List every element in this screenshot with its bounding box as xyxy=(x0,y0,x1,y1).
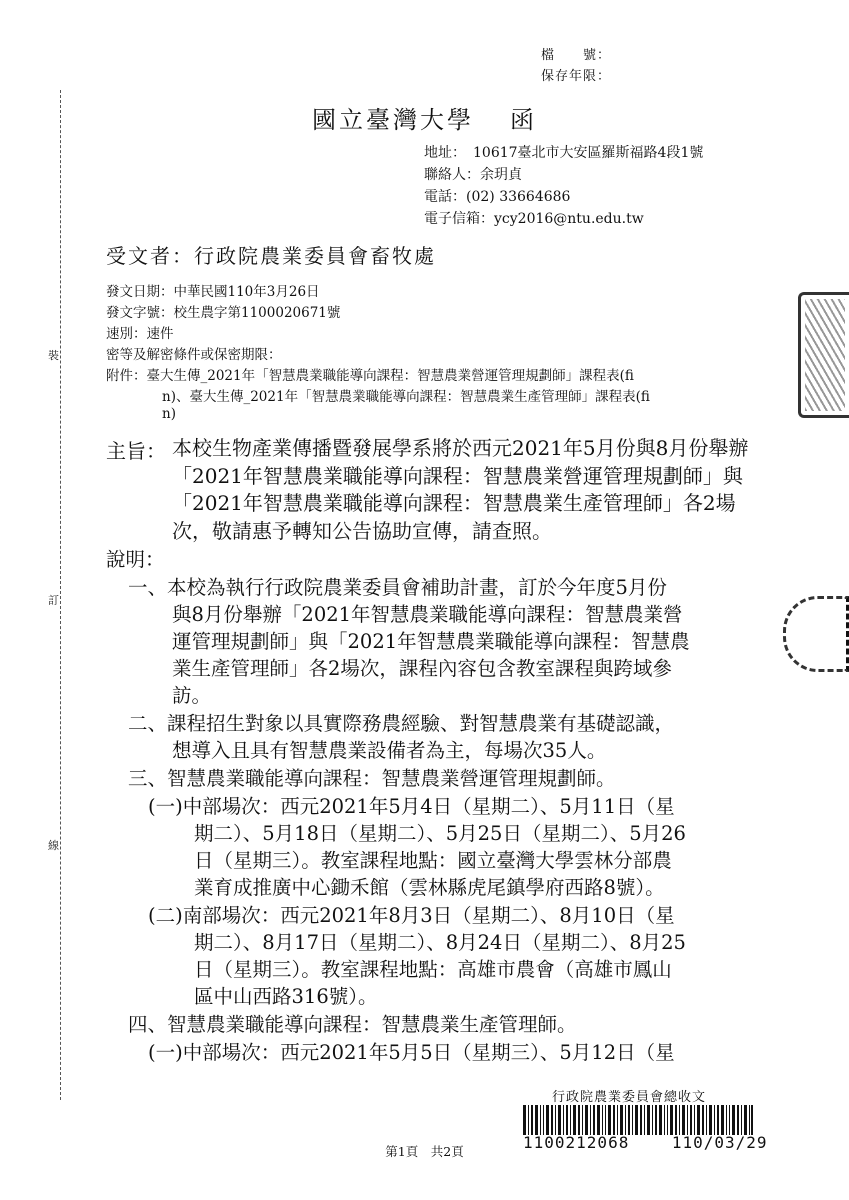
explanation-line: 四、智慧農業職能導向課程：智慧農業生產管理師。 xyxy=(128,1013,577,1036)
binding-mark-xian: 線 xyxy=(48,835,59,855)
issue-date: 發文日期：中華民國110年3月26日 xyxy=(106,284,320,300)
binding-mark-ding: 訂 xyxy=(48,590,59,610)
explanation-line: 業育成推廣中心鋤禾館（雲林縣虎尾鎮學府西路8號）。 xyxy=(194,876,665,899)
explanation-line: 訪。 xyxy=(172,684,212,707)
email: 電子信箱：ycy2016@ntu.edu.tw xyxy=(424,211,644,227)
explanation-line: 業生產管理師」各2場次，課程內容包含教室課程與跨域參 xyxy=(172,657,672,680)
attachment-line-1: 附件：臺大生傳_2021年「智慧農業職能導向課程：智慧農業營運管理規劃師」課程表(fi xyxy=(106,368,634,384)
explanation-line: 日（星期三）。教室課程地點：國立臺灣大學雲林分部農 xyxy=(194,849,672,872)
archive-number-label: 檔 號： xyxy=(540,48,611,63)
retention-period-label: 保存年限： xyxy=(540,69,611,84)
attachment-line-3: n) xyxy=(162,406,176,422)
binding-mark-zhuang: 裝 xyxy=(48,345,59,365)
explanation-line: 期二）、8月17日（星期二）、8月24日（星期二）、8月25 xyxy=(194,931,686,954)
receipt-number: 1100212068 xyxy=(523,1133,630,1152)
security-classification: 密等及解密條件或保密期限： xyxy=(106,347,282,363)
binding-line xyxy=(60,90,61,1100)
subject-label: 主旨： xyxy=(106,439,166,463)
recipient: 受文者：行政院農業委員會畜牧處 xyxy=(106,244,436,268)
explanation-line: 想導入且具有智慧農業設備者為主，每場次35人。 xyxy=(172,739,607,762)
explanation-line: (一)中部場次：西元2021年5月5日（星期三）、5月12日（星 xyxy=(148,1041,675,1064)
contact-block xyxy=(424,142,703,230)
document-number: 發文字號：校生農字第1100020671號 xyxy=(106,305,341,321)
subject-text: 本校生物產業傳播暨發展學系將於西元2021年5月份與8月份舉辦「2021年智慧農業職能導向課程：智慧農業營運管理規劃師」與「2021年智慧農業職能導向課程：智慧農業生產管理師」各2場次，敬請惠予轉知公告協助宣傳，請查照。 xyxy=(172,436,749,543)
receipt-stamp-title: 行政院農業委員會總收文 xyxy=(552,1090,707,1105)
explanation-line: 運管理規劃師」與「2021年智慧農業職能導向課程：智慧農 xyxy=(172,630,690,653)
contact-person: 聯絡人：余玥貞 xyxy=(424,167,522,183)
explanation-line: (一)中部場次：西元2021年5月4日（星期二）、5月11日（星 xyxy=(148,795,675,818)
explanation-line: 期二）、5月18日（星期二）、5月25日（星期二）、5月26 xyxy=(194,822,686,845)
circular-seal-stamp xyxy=(783,596,849,672)
speed-classification: 速別：速件 xyxy=(106,326,174,342)
receipt-barcode xyxy=(523,1105,753,1135)
explanation-line: (二)南部場次：西元2021年8月3日（星期二）、8月10日（星 xyxy=(148,904,675,927)
receipt-date: 110/03/29 xyxy=(671,1133,768,1152)
explanation-line: 區中山西路316號）。 xyxy=(194,985,378,1008)
document-title xyxy=(0,100,849,135)
attachment-line-2: n)、臺大生傳_2021年「智慧農業職能導向課程：智慧農業生產管理師」課程表(fi xyxy=(162,389,650,405)
address: 地址： 10617臺北市大安區羅斯福路4段1號 xyxy=(424,145,704,161)
explanation-line: 二、課程招生對象以具實際務農經驗、對智慧農業有基礎認識， xyxy=(128,712,675,735)
explanation-line: 日（星期三）。教室課程地點：高雄市農會（高雄市鳳山 xyxy=(194,958,672,981)
document-type: 函 xyxy=(510,106,537,134)
page-number: 第1頁 共2頁 xyxy=(385,1144,464,1159)
receipt-number-and-date xyxy=(523,1133,768,1152)
explanation-line: 與8月份舉辦「2021年智慧農業職能導向課程：智慧農業營 xyxy=(172,603,683,626)
explanation-label: 說明： xyxy=(106,548,165,571)
phone: 電話：(02) 33664686 xyxy=(424,189,571,205)
explanation-line: 一、本校為執行行政院農業委員會補助計畫，訂於今年度5月份 xyxy=(128,576,667,599)
official-seal-stamp xyxy=(798,292,849,418)
issuing-organization: 國立臺灣大學 xyxy=(312,106,474,134)
explanation-line: 三、智慧農業職能導向課程：智慧農業營運管理規劃師。 xyxy=(128,767,616,790)
